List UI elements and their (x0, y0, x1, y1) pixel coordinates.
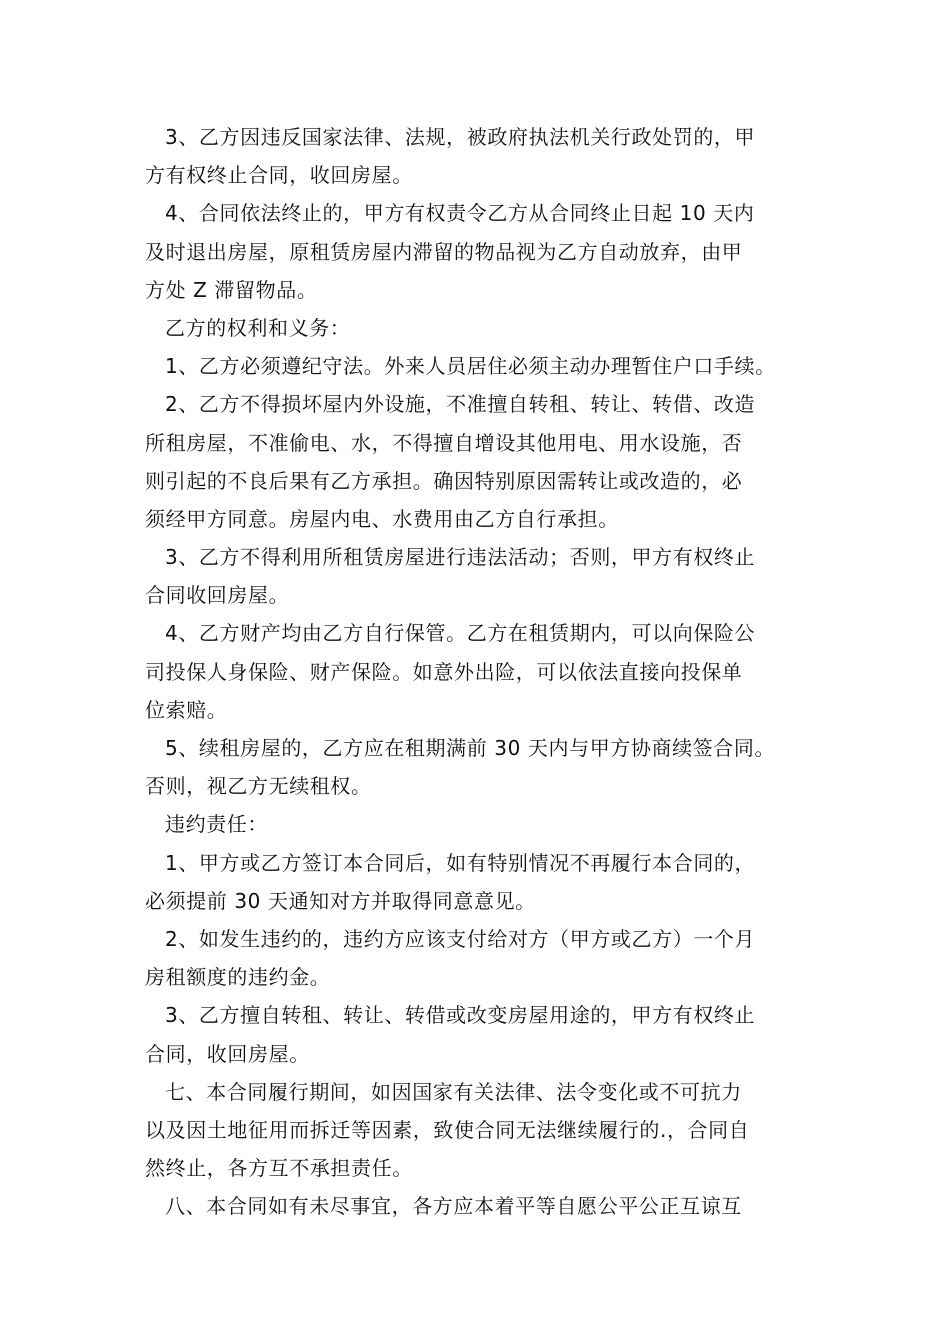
text-line: 合同，收回房屋。 (145, 1041, 310, 1066)
text-line: 4、合同依法终止的，甲方有权责令乙方从合同终止日起 10 天内 (165, 201, 755, 226)
text-line: 合同收回房屋。 (145, 583, 290, 608)
document-body (145, 118, 825, 1225)
text-line: 1、甲方或乙方签订本合同后，如有特别情况不再履行本合同的， (165, 850, 756, 875)
text-line: 2、如发生违约的，违约方应该支付给对方（甲方或乙方）一个月 (165, 926, 756, 951)
text-line: 3、乙方不得利用所租赁房屋进行违法活动；否则，甲方有权终止 (165, 545, 756, 570)
text-line: 方有权终止合同，收回房屋。 (145, 163, 413, 188)
text-line: 方处 Z 滞留物品。 (145, 277, 318, 302)
text-line: 3、乙方因违反国家法律、法规，被政府执法机关行政处罚的，甲 (165, 125, 756, 149)
text-line: 4、乙方财产均由乙方自行保管。乙方在租赁期内，可以向保险公 (165, 621, 756, 646)
text-line: 以及因土地征用而拆迁等因素，致使合同无法继续履行的.，合同自 (145, 1117, 750, 1142)
text-line: 房租额度的违约金。 (145, 965, 331, 990)
text-line: 5、续租房屋的，乙方应在租期满前 30 天内与甲方协商续签合同。 (165, 736, 776, 760)
text-line: 则引起的不良后果有乙方承担。确因特别原因需转让或改造的，必 (145, 468, 743, 493)
text-line: 2、乙方不得损坏屋内外设施，不准擅自转租、转让、转借、改造 (165, 392, 756, 417)
text-line: 违约责任： (165, 812, 268, 837)
text-line: 否则，视乙方无续租权。 (145, 774, 372, 799)
text-line: 然终止，各方互不承担责任。 (145, 1156, 413, 1181)
text-line: 3、乙方擅自转租、转让、转借或改变房屋用途的，甲方有权终止 (165, 1003, 756, 1028)
text-line: 司投保人身保险、财产保险。如意外出险，可以依法直接向投保单 (145, 659, 743, 684)
text-line: 必须提前 30 天通知对方并取得同意意见。 (145, 888, 536, 913)
text-line: 乙方的权利和义务： (165, 315, 351, 340)
text-line: 七、本合同履行期间，如因国家有关法律、法令变化或不可抗力 (165, 1079, 742, 1104)
text-line: 八、本合同如有未尽事宜，各方应本着平等自愿公平公正互谅互 (165, 1194, 742, 1219)
text-line: 1、乙方必须遵纪守法。外来人员居住必须主动办理暂住户口手续。 (165, 354, 776, 379)
text-line: 位索赔。 (145, 697, 228, 722)
text-line: 所租房屋，不准偷电、水，不得擅自增设其他用电、用水设施，否 (145, 430, 743, 455)
text-line: 须经甲方同意。房屋内电、水费用由乙方自行承担。 (145, 506, 619, 531)
text-line: 及时退出房屋，原租赁房屋内滞留的物品视为乙方自动放弃，由甲 (145, 239, 743, 264)
